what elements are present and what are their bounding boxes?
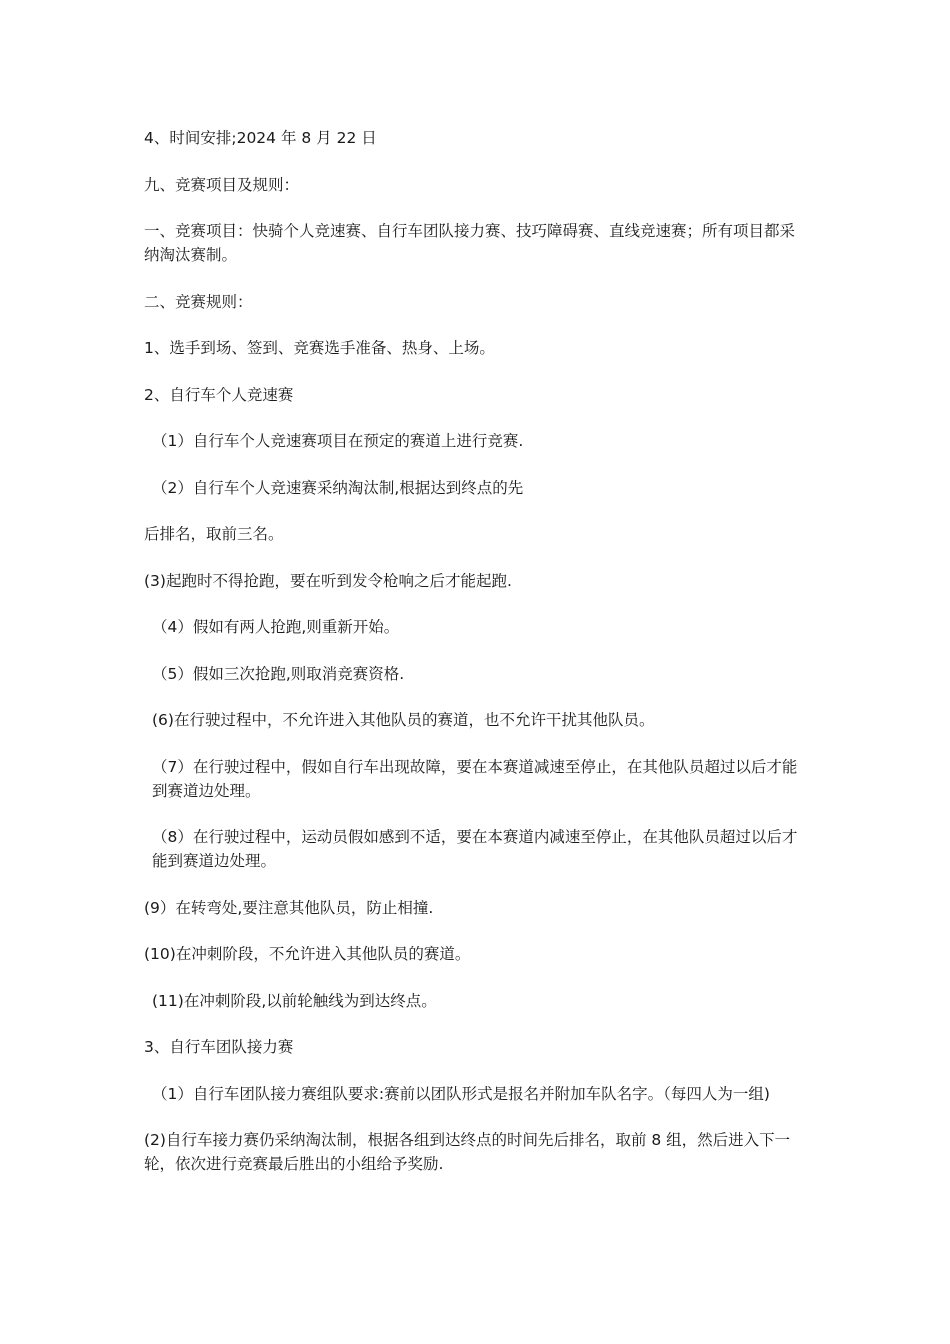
paragraph-individual-rule-6: (6)在行驶过程中，不允许进入其他队员的赛道，也不允许干扰其他队员。 bbox=[152, 711, 655, 729]
paragraph-competition-items: 一、竞赛项目：快骑个人竞速赛、自行车团队接力赛、技巧障碍赛、直线竞速赛；所有项目都采纳淘汰赛制。 bbox=[144, 222, 796, 264]
heading-team-relay-race: 3、自行车团队接力赛 bbox=[144, 1038, 294, 1056]
paragraph-individual-rule-5: （5）假如三次抢跑,则取消竞赛资格. bbox=[152, 664, 405, 683]
paragraph-relay-rule-1: （1）自行车团队接力赛组队要求:赛前以团队形式是报名并附加车队名字。（每四人为一组) bbox=[152, 1084, 770, 1103]
paragraph-individual-rule-4: （4）假如有两人抢跑,则重新开始。 bbox=[152, 618, 400, 636]
paragraph-individual-rule-2-cont: 后排名，取前三名。 bbox=[144, 525, 284, 543]
paragraph-schedule: 4、时间安排;2024 年 8 月 22 日 bbox=[144, 129, 377, 147]
heading-competition-items-rules: 九、竞赛项目及规则： bbox=[144, 175, 300, 194]
paragraph-rule-1: 1、选手到场、签到、竞赛选手准备、热身、上场。 bbox=[144, 339, 495, 357]
paragraph-relay-rule-2: (2)自行车接力赛仍采纳淘汰制，根据各组到达终点的时间先后排名，取前 8 组，然后进入下一轮，依次进行竞赛最后胜出的小组给予奖励. bbox=[144, 1131, 791, 1173]
paragraph-individual-rule-3: (3)起跑时不得抢跑，要在听到发令枪响之后才能起跑. bbox=[144, 571, 512, 590]
document-body bbox=[144, 126, 804, 1199]
paragraph-individual-rule-7: （7）在行驶过程中，假如自行车出现故障，要在本赛道减速至停止，在其他队员超过以后才能到赛道边处理。 bbox=[152, 757, 798, 800]
paragraph-individual-rule-2: （2）自行车个人竞速赛采纳淘汰制,根据达到终点的先 bbox=[152, 478, 524, 497]
paragraph-individual-rule-1: （1）自行车个人竞速赛项目在预定的赛道上进行竞赛. bbox=[152, 432, 524, 450]
heading-competition-rules: 二、竞赛规则： bbox=[144, 292, 253, 311]
heading-individual-speed-race: 2、自行车个人竞速赛 bbox=[144, 385, 294, 404]
paragraph-individual-rule-11: (11)在冲刺阶段,以前轮触线为到达终点。 bbox=[152, 991, 437, 1010]
paragraph-individual-rule-10: (10)在冲刺阶段，不允许进入其他队员的赛道。 bbox=[144, 945, 471, 963]
paragraph-individual-rule-9: (9）在转弯处,要注意其他队员，防止相撞. bbox=[144, 898, 434, 917]
paragraph-individual-rule-8: （8）在行驶过程中，运动员假如感到不适，要在本赛道内减速至停止，在其他队员超过以后才能到赛道边处理。 bbox=[152, 828, 798, 870]
